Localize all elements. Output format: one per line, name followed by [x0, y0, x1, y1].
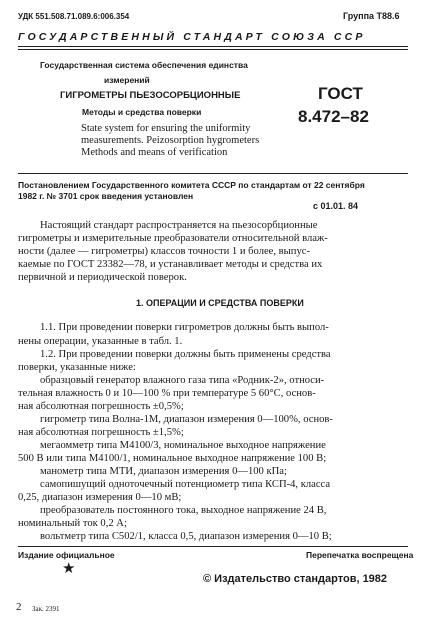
decree-line-1: Постановлением Государственного комитета СССР по стандартам от 22 сентября	[18, 180, 365, 190]
english-title-line: measurements. Peizosorption hygrometers	[81, 135, 260, 146]
copyright-notice: © Издательство стандартов, 1982	[203, 573, 388, 585]
section-heading: 1. ОПЕРАЦИИ И СРЕДСТВА ПОВЕРКИ	[136, 298, 304, 308]
decree-rule	[18, 173, 408, 174]
body-line: образцовый генератор влажного газа типа «Родник-2», относи-	[40, 375, 325, 386]
body-line: мегаомметр типа М4100/3, номинальное выходное напряжение	[40, 440, 326, 451]
system-line-1: Государственная система обеспечения единства	[40, 60, 248, 70]
order-number: Зак. 2391	[32, 605, 60, 613]
intro-line: гигрометры и измерительные преобразователи относительной влаж-	[18, 233, 328, 244]
intro-line: Настоящий стандарт распространяется на пьезосорбционные	[40, 220, 318, 231]
body-line: номинальный ток 0,2 А;	[18, 518, 127, 529]
official-edition-label: Издание официальное	[18, 550, 115, 560]
gost-label: ГОСТ	[318, 84, 363, 103]
body-line: манометр типа МТИ, диапазон измерения 0—100 кПа;	[40, 466, 287, 477]
decree-line-2: 1982 г. № 3701 срок введения установлен	[18, 191, 194, 201]
intro-line: каемые по ГОСТ 23382—78, и устанавливает методы и средства их	[18, 259, 323, 270]
group-code: Группа Т88.6	[343, 11, 400, 21]
document-title: ГИГРОМЕТРЫ ПЬЕЗОСОРБЦИОННЫЕ	[60, 90, 241, 101]
body-line: нены операции, указанные в табл. 1.	[18, 336, 183, 347]
english-title-line: State system for ensuring the uniformity	[81, 123, 251, 134]
effective-date: с 01.01. 84	[313, 201, 359, 211]
body-line: 0,25, диапазон измерения 0—10 мВ;	[18, 492, 182, 503]
udk-code: УДК 551.508.71.089.6:006.354	[18, 12, 130, 21]
page-number: 2	[16, 601, 22, 613]
star-icon: ★	[62, 561, 76, 577]
body-line: самопишущий одноточечный потенциометр типа КСП-4, класса	[40, 479, 331, 490]
intro-line: первичной и периодической поверок.	[18, 272, 187, 283]
body-line: гигрометр типа Волна-1М, диапазон измерения 0—100%, основ-	[40, 414, 333, 425]
body-line: 500 В или типа М4100/1, номинальное выходное напряжение 100 В;	[18, 453, 327, 464]
state-standard-heading: ГОСУДАРСТВЕННЫЙ СТАНДАРТ СОЮЗА ССР	[18, 31, 366, 43]
body-line: вольтметр типа С502/1, класса 0,5, диапазон измерения 0—10 В;	[40, 531, 332, 542]
body-line: 1.1. При проведении поверки гигрометров должны быть выпол-	[40, 322, 329, 333]
intro-line: ности (далее — гигрометры) классов точности 1 и более, выпус-	[18, 246, 311, 257]
body-line: поверки, указанные ниже:	[18, 362, 136, 373]
english-title-line: Methods and means of verification	[81, 147, 228, 158]
header-rule-top	[18, 46, 408, 47]
footer-rule	[18, 546, 408, 547]
system-line-2: измерений	[104, 75, 150, 85]
body-line: преобразователь постоянного тока, выходное напряжение 24 В,	[40, 505, 327, 516]
body-line: ная абсолютная погрешность ±1,5%;	[18, 427, 184, 438]
gost-number: 8.472–82	[298, 107, 369, 126]
body-line: ная абсолютная погрешность ±0,5%;	[18, 401, 184, 412]
document-subtitle: Методы и средства поверки	[82, 107, 202, 117]
body-line: тельная влажность 0 и 10—100 % при температуре 5 60°С, основ-	[18, 388, 316, 399]
body-line: 1.2. При проведении поверки должны быть применены средства	[40, 349, 331, 360]
header-rule-bottom	[18, 49, 408, 50]
reprint-notice: Перепечатка воспрещена	[306, 550, 414, 560]
